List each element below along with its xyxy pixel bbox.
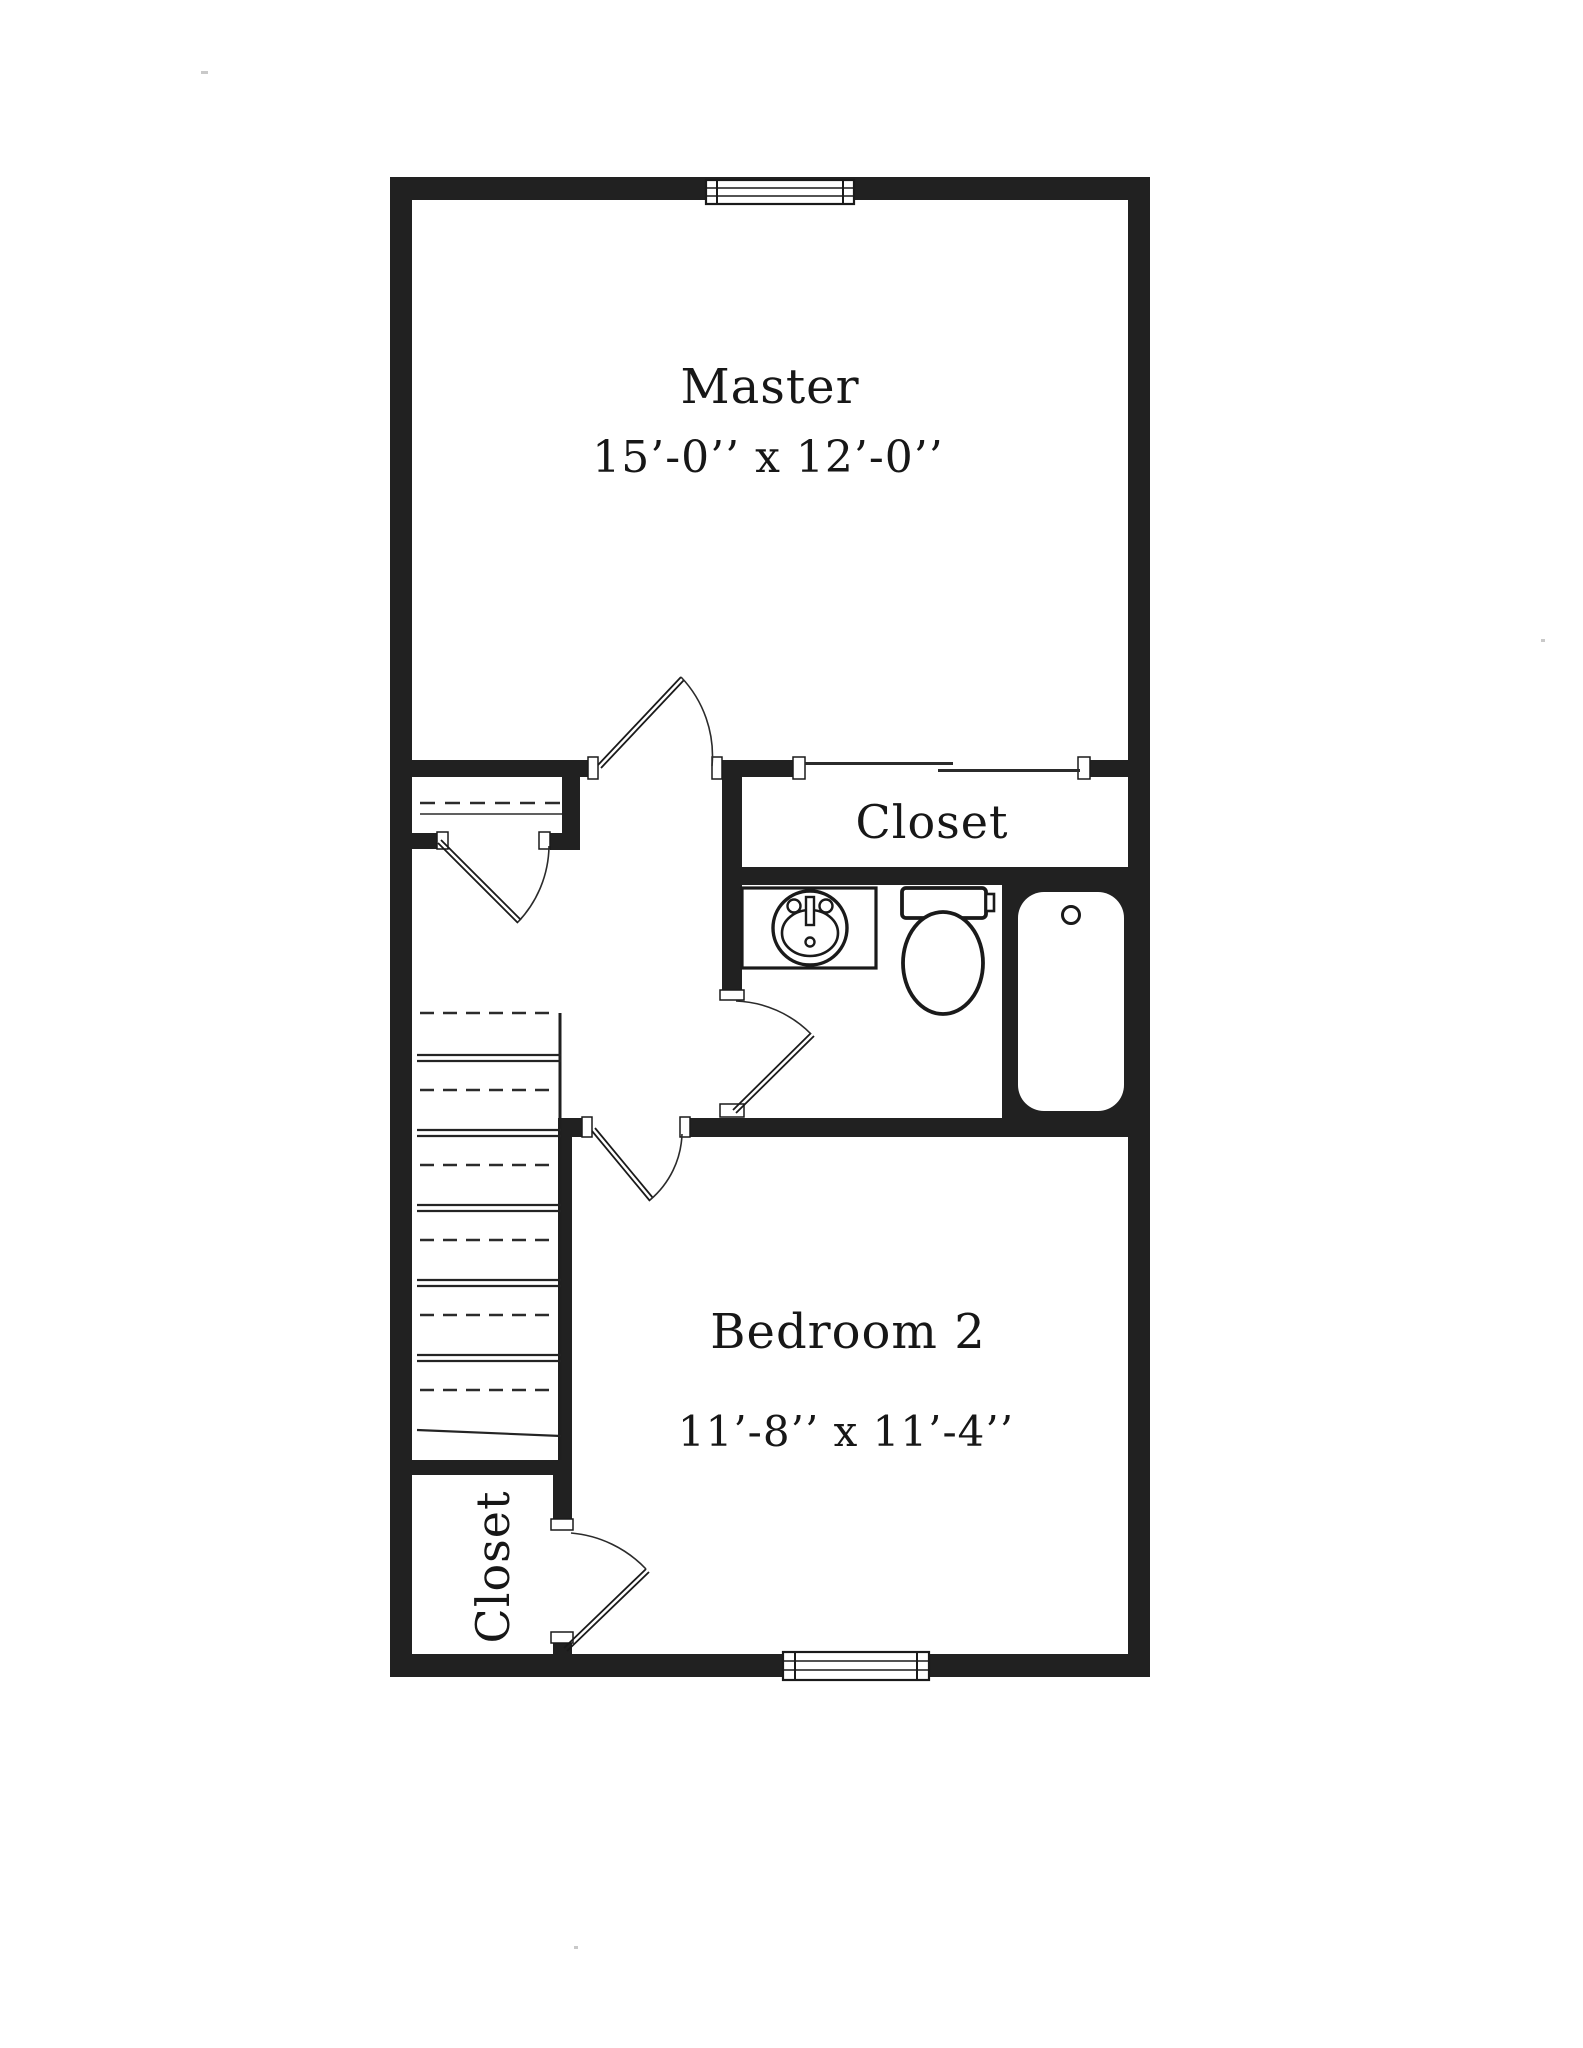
master-room-dimensions: 15’-0’’ x 12’-0’’ — [592, 432, 944, 483]
door-swing-icon-master — [598, 677, 712, 768]
lower-closet-label: Closet — [466, 1490, 520, 1644]
door-swing-icon-linen — [438, 840, 549, 923]
bedroom2-label: Bedroom 2 — [710, 1304, 986, 1360]
door-swing-icon-bedroom2 — [592, 1128, 682, 1201]
window-icon-bottom — [783, 1652, 929, 1680]
stairs-icon — [417, 1013, 561, 1460]
door-swing-icon-lower-closet — [564, 1533, 649, 1651]
upper-closet-label: Closet — [855, 795, 1009, 849]
master-room-label: Master — [680, 359, 860, 415]
wall-bottom — [390, 1654, 1150, 1677]
wall-right — [1128, 177, 1150, 1677]
door-swing-icon-bathroom — [733, 1001, 814, 1113]
toilet-icon — [902, 888, 994, 1014]
window-icon-top — [706, 180, 854, 204]
closet-shelf-icon — [420, 803, 562, 814]
bathtub-icon — [1018, 892, 1124, 1111]
sink-icon — [742, 888, 876, 968]
wall-left — [390, 177, 412, 1677]
bedroom2-dimensions: 11’-8’’ x 11’-4’’ — [677, 1407, 1015, 1456]
sliding-door-icon — [805, 762, 1080, 772]
